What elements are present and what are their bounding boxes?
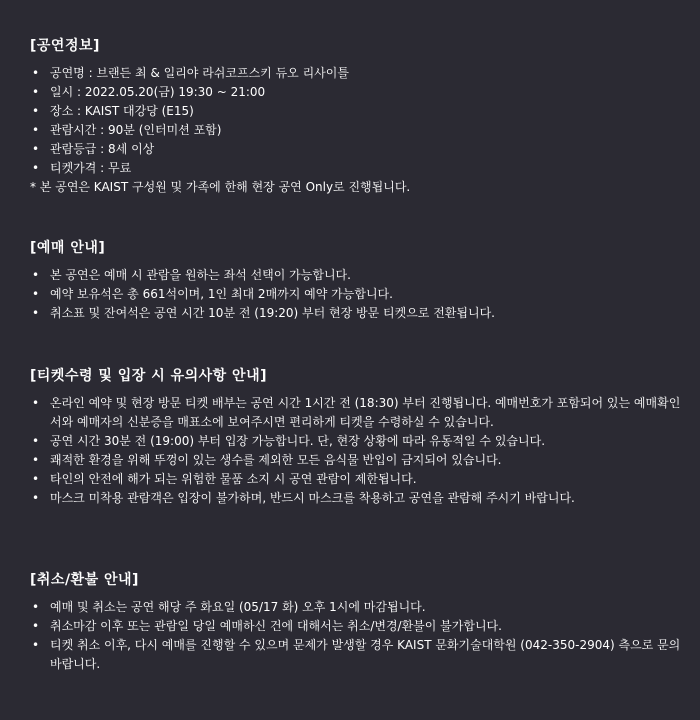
list-item: • 마스크 미착용 관람객은 입장이 불가하며, 반드시 마스크를 착용하고 공연을 관람해 주시기 바랍니다. [30, 489, 690, 508]
list-item: • 취소표 및 잔여석은 공연 시간 10분 전 (19:20) 부터 현장 방문 티켓으로 전환됩니다. [30, 304, 690, 323]
list-item: • 공연 시간 30분 전 (19:00) 부터 입장 가능합니다. 단, 현장 상황에 따라 유동적일 수 있습니다. [30, 432, 690, 451]
performance-info-section [30, 36, 690, 197]
performance-info-list [30, 64, 690, 178]
cancel-refund-list [30, 598, 690, 674]
list-item: • 본 공연은 예매 시 관람을 원하는 좌석 선택이 가능합니다. [30, 266, 690, 285]
list-item: • 타인의 안전에 해가 되는 위험한 물품 소지 시 공연 관람이 제한됩니다. [30, 470, 690, 489]
reservation-info-section [30, 238, 690, 323]
list-item: • 장소 : KAIST 대강당 (E15) [30, 102, 690, 121]
list-item: • 티켓가격 : 무료 [30, 159, 690, 178]
list-item: • 티켓 취소 이후, 다시 예매를 진행할 수 있으며 문제가 발생할 경우 KAIST 문화기술대학원 (042-350-2904) 측으로 문의 바랍니다. [30, 636, 690, 674]
list-item: • 일시 : 2022.05.20(금) 19:30 ~ 21:00 [30, 83, 690, 102]
ticket-entry-section [30, 366, 690, 508]
ticket-entry-heading: [티켓수령 및 입장 시 유의사항 안내] [30, 368, 268, 384]
list-item: • 공연명 : 브랜든 최 & 일리야 라쉬코프스키 듀오 리사이틀 [30, 64, 690, 83]
ticket-entry-list [30, 394, 690, 508]
list-item: • 예매 및 취소는 공연 해당 주 화요일 (05/17 화) 오후 1시에 마감됩니다. [30, 598, 690, 617]
list-item: • 관람시간 : 90분 (인터미션 포함) [30, 121, 690, 140]
reservation-info-list [30, 266, 690, 323]
performance-note: * 본 공연은 KAIST 구성원 및 가족에 한해 현장 공연 Only로 진행됩니다. [30, 180, 411, 194]
performance-info-heading: [공연정보] [30, 38, 100, 54]
reservation-info-heading: [예매 안내] [30, 240, 106, 256]
cancel-refund-heading: [취소/환불 안내] [30, 572, 139, 588]
cancel-refund-section [30, 570, 690, 674]
list-item: • 온라인 예약 및 현장 방문 티켓 배부는 공연 시간 1시간 전 (18:30) 부터 진행됩니다. 예매번호가 포함되어 있는 예매확인서와 예매자의 신분증을 매표소에 보여주시면 편리하게 티켓을 수령하실 수 있습니다. [30, 394, 690, 432]
list-item: • 관람등급 : 8세 이상 [30, 140, 690, 159]
list-item: • 쾌적한 환경을 위해 뚜껑이 있는 생수를 제외한 모든 음식물 반입이 금지되어 있습니다. [30, 451, 690, 470]
list-item: • 취소마감 이후 또는 관람일 당일 예매하신 건에 대해서는 취소/변경/환불이 불가합니다. [30, 617, 690, 636]
list-item: • 예약 보유석은 총 661석이며, 1인 최대 2매까지 예약 가능합니다. [30, 285, 690, 304]
